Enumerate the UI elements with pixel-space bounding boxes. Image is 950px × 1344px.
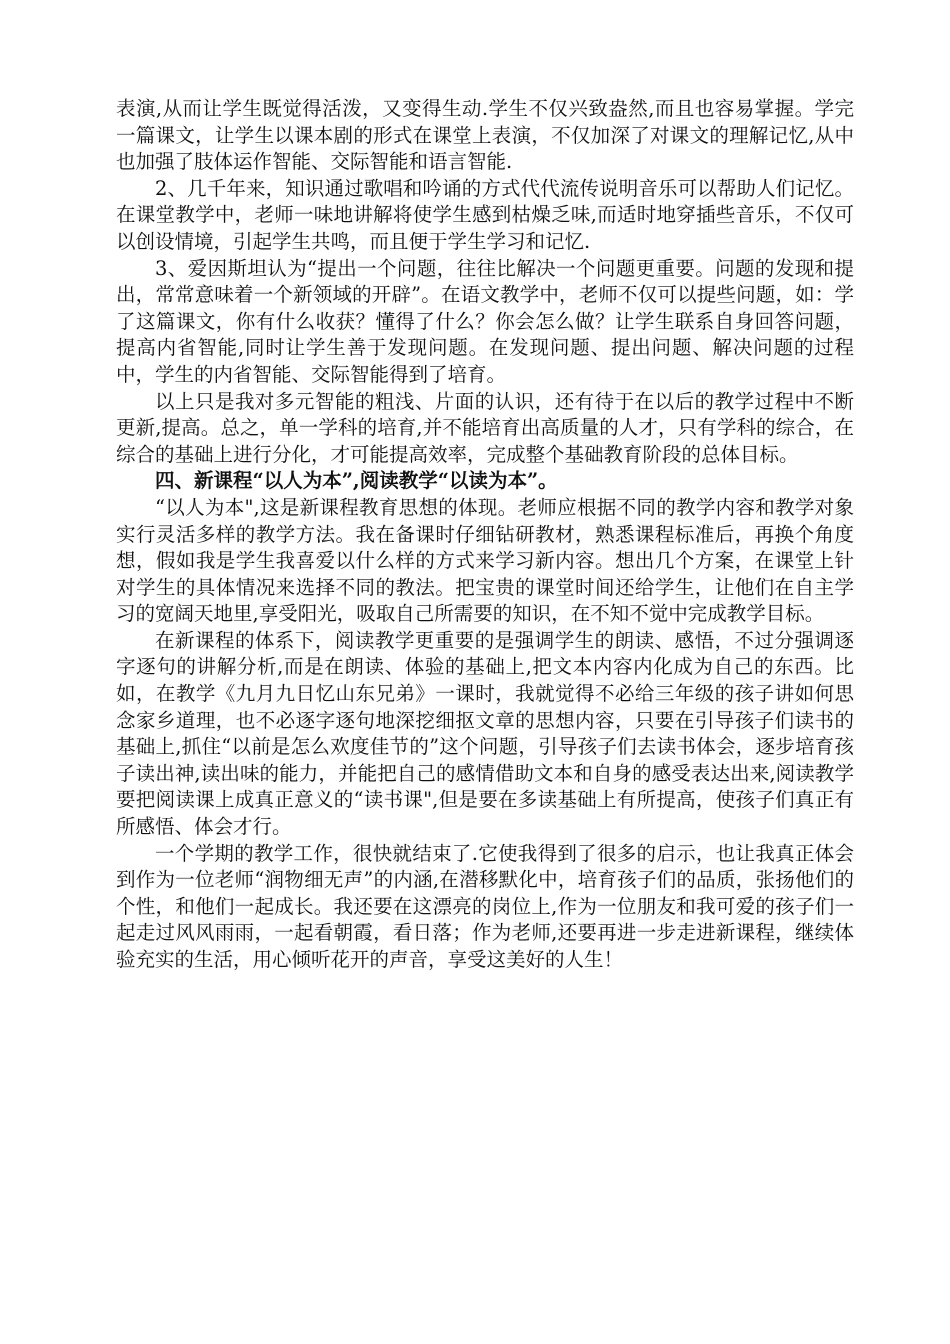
paragraph-6: 在新课程的体系下，阅读教学更重要的是强调学生的朗读、感悟，不过分强调逐字逐句的讲解分析,而是在朗读、体验的基础上,把文本内容内化成为自己的东西。比如，在教学《九月九日忆山东兄弟》一课时，我就觉得不必给三年级的孩子讲如何思念家乡道理，也不必逐字逐句地深挖细抠文章的思想内容，只要在引导孩子们读书的基础上,抓住“以前是怎么欢度佳节的”这个问题，引导孩子们去读书体会，逐步培育孩子读出神,读出味的能力，并能把自己的感情借助文本和自身的感受表达出来,阅读教学要把阅读课上成真正意义的“读书课",但是要在多读基础上有所提高，使孩子们真正有所感悟、体会才行。	[116, 628, 854, 839]
paragraph-2: 2、几千年来，知识通过歌唱和吟诵的方式代代流传说明音乐可以帮助人们记忆。在课堂教学中，老师一味地讲解将使学生感到枯燥乏味,而适时地穿插些音乐，不仅可以创设情境，引起学生共鸣，而且便于学生学习和记忆.	[116, 176, 854, 253]
paragraph-1: 表演,从而让学生既觉得活泼，又变得生动.学生不仅兴致盎然,而且也容易掌握。学完一篇课文，让学生以课本剧的形式在课堂上表演，不仅加深了对课文的理解记忆,从中也加强了肢体运作智能、交际智能和语言智能.	[116, 97, 854, 174]
paragraph-7: 一个学期的教学工作，很快就结束了.它使我得到了很多的启示，也让我真正体会到作为一位老师“润物细无声”的内涵,在潜移默化中，培育孩子们的品质，张扬他们的个性，和他们一起成长。我还要在这漂亮的岗位上,作为一位朋友和我可爱的孩子们一起走过风风雨雨，一起看朝霞，看日落；作为老师,还要再进一步走进新课程，继续体验充实的生活，用心倾听花开的声音，享受这美好的人生！	[116, 841, 854, 971]
section-heading: 四、新课程“以人为本”,阅读教学“以读为本”。	[155, 469, 558, 493]
document-page	[116, 96, 854, 974]
paragraph-4: 以上只是我对多元智能的粗浅、片面的认识，还有待于在以后的教学过程中不断更新,提高。总之，单一学科的培育,并不能培育出高质量的人才，只有学科的综合，在综合的基础上进行分化，才可能提高效率，完成整个基础教育阶段的总体目标。	[116, 389, 854, 466]
paragraph-5: “以人为本",这是新课程教育思想的体现。老师应根据不同的教学内容和教学对象实行灵活多样的教学方法。我在备课时仔细钻研教材，熟悉课程标准后，再换个角度想，假如我是学生我喜爱以什么样的方式来学习新内容。想出几个方案，在课堂上针对学生的具体情况来选择不同的教法。把宝贵的课堂时间还给学生，让他们在自主学习的宽阔天地里,享受阳光，吸取自己所需要的知识，在不知不觉中完成教学目标。	[116, 495, 854, 626]
paragraph-3: 3、爱因斯坦认为“提出一个问题，往往比解决一个问题更重要。问题的发现和提出，常常意味着一个新领域的开辟”。在语文教学中，老师不仅可以提些问题，如：学了这篇课文，你有什么收获？懂得了什么？你会怎么做？让学生联系自身回答问题，提高内省智能,同时让学生善于发现问题。在发现问题、提出问题、解决问题的过程中，学生的内省智能、交际智能得到了培育。	[116, 256, 854, 386]
